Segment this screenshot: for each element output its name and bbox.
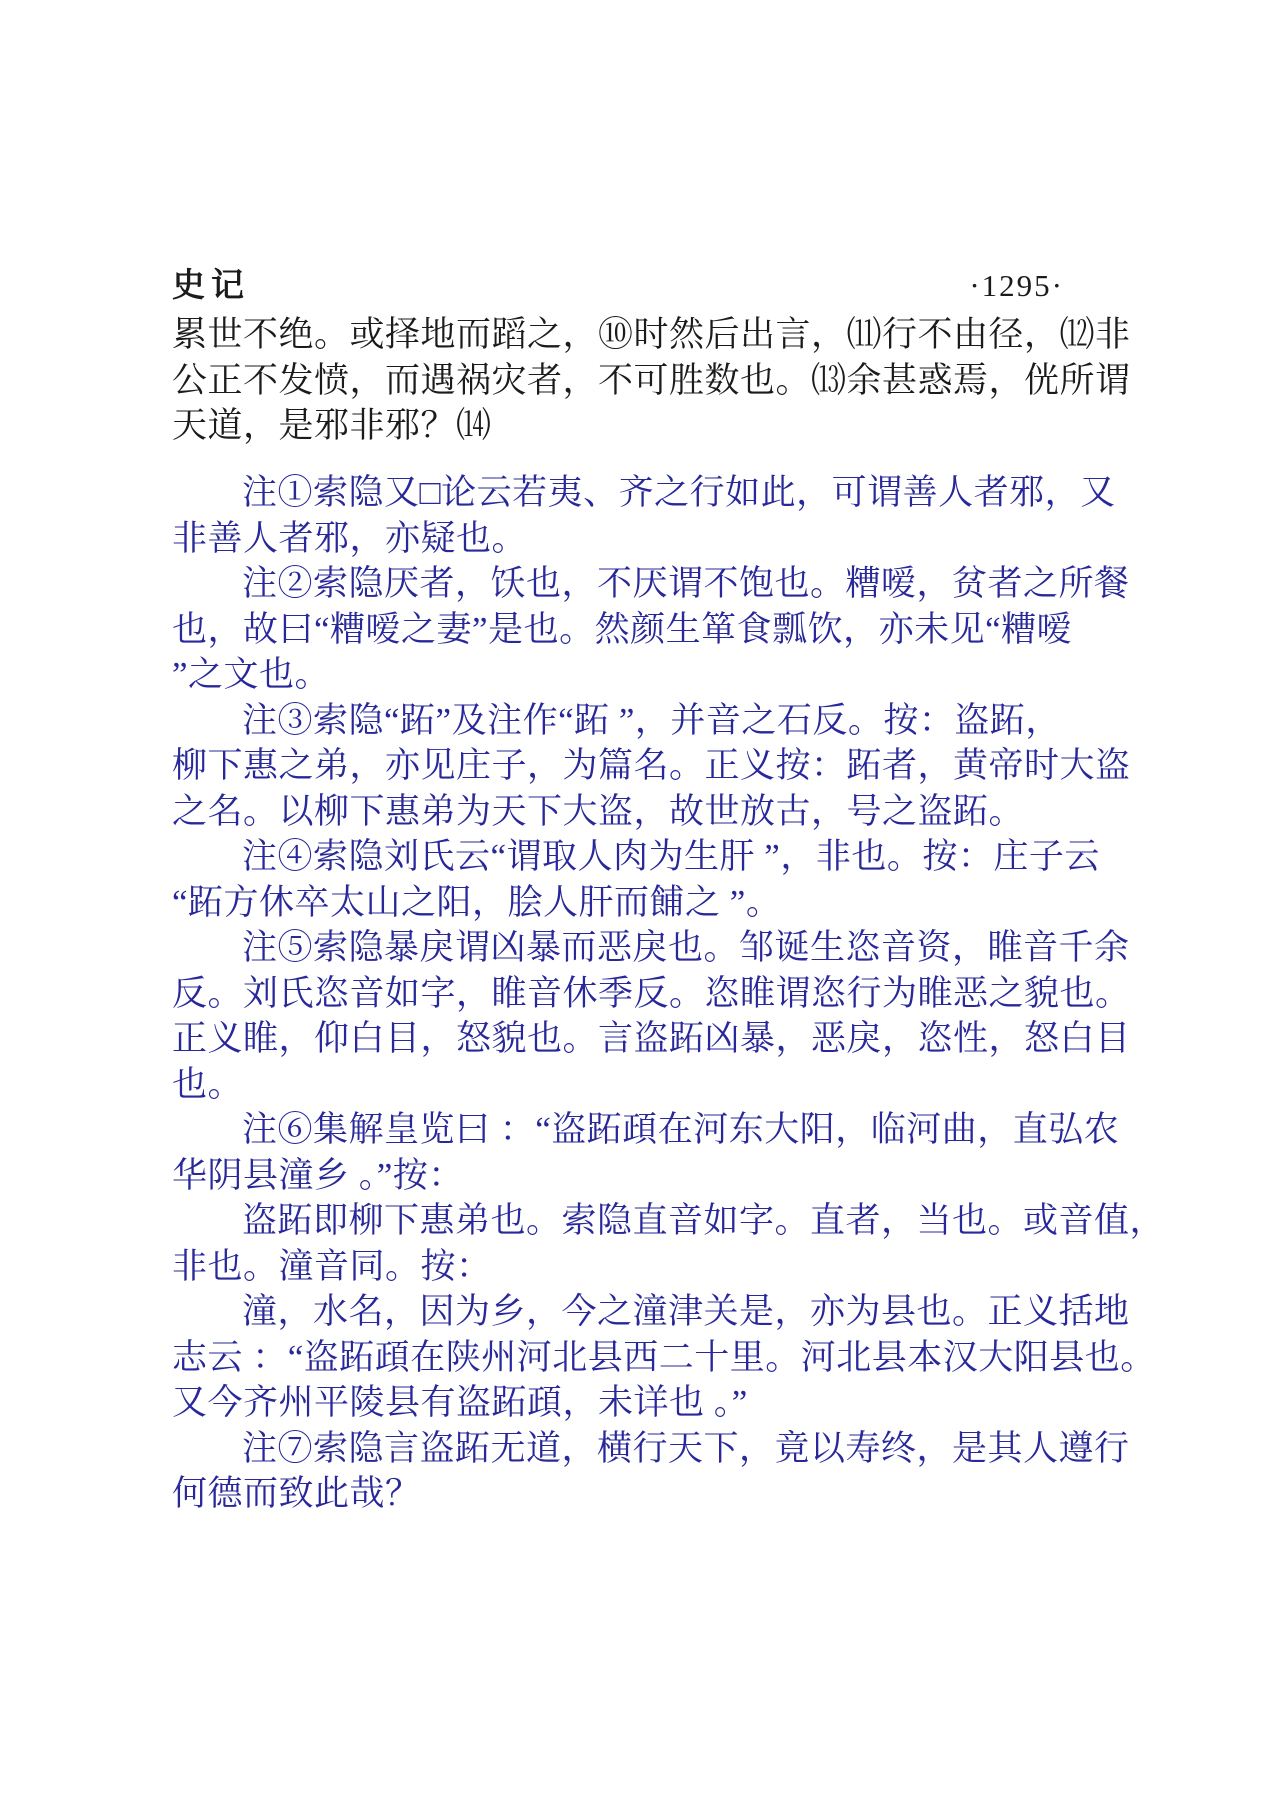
note-line: 志云 ：“盗跖頙在陕州河北县西二十里。河北县本汉大阳县也。: [172, 1337, 1156, 1377]
note-line: 何德而致此哉？: [172, 1474, 421, 1513]
note-line: 非也。潼音同。按：: [172, 1246, 492, 1286]
note-line: 注④索隐刘氏云“谓取人肉为生肝 ”，非也。按：庄子云: [242, 837, 1100, 876]
note-line: 华阴县潼乡 。”按：: [172, 1155, 464, 1195]
note-line: 也，故曰“糟嗳之妻”是也。然颜生箪食瓢饮，亦未见“糟嗳: [172, 609, 1073, 649]
text-line: 天道，是邪非邪？⒁: [172, 406, 492, 445]
note-line: 注⑦索隐言盗跖无道，横行天下，竟以寿终，是其人遵行: [242, 1428, 1130, 1468]
note-line: 注③索隐“跖”及注作“跖 ”，并音之石反。按：盗跖，: [242, 700, 1061, 740]
note-line: 反。刘氏恣音如字，睢音休季反。恣睢谓恣行为睢恶之貌也。: [172, 973, 1131, 1013]
text-line: 累世不绝。或择地而蹈之，⑩时然后出言，⑾行不由径，⑿非: [172, 315, 1131, 354]
note-line: 又今齐州平陵县有盗跖頙，未详也 。”: [172, 1383, 748, 1422]
page-header: [172, 268, 1064, 304]
text-line: 公正不发愤，而遇祸灾者，不可胜数也。⒀余甚惑焉，侊所谓: [172, 360, 1131, 400]
note-line: 注⑥集解皇览曰 ：“盗跖頙在河东大阳，临河曲，直弘农: [242, 1110, 1120, 1149]
annotations-section: [172, 470, 1166, 1517]
note-line: 注①索隐又□论云若夷、齐之行如此，可谓善人者邪，又: [242, 473, 1116, 512]
book-title: 史记: [172, 268, 250, 304]
note-line: 正义睢，仰白目，怒貌也。言盗跖凶暴，恶戾，恣性，怒白目: [172, 1019, 1131, 1058]
note-line: 柳下惠之弟，亦见庄子，为篇名。正义按：跖者，黄帝时大盗: [172, 746, 1131, 785]
note-line: 非善人者邪，亦疑也。: [172, 518, 528, 558]
note-line: 潼，水名，因为乡，今之潼津关是，亦为县也。正义括地: [242, 1292, 1130, 1331]
page-number: ·1295·: [969, 268, 1064, 303]
main-paragraph: [172, 312, 1132, 449]
note-line: ”之文也。: [172, 655, 331, 694]
note-line: “跖方休卒太山之阳，脍人肝而餔之 ”。: [172, 882, 782, 922]
note-line: 盗跖即柳下惠弟也。索隐直音如字。直者，当也。或音值，: [242, 1201, 1166, 1240]
note-line: 注⑤索隐暴戾谓凶暴而恶戾也。邹诞生恣音资，睢音千余: [242, 928, 1130, 967]
note-line: 注②索隐厌者，饫也，不厌谓不饱也。糟嗳，贫者之所餐: [242, 564, 1130, 603]
note-line: 之名。以柳下惠弟为天下大盗，故世放古，号之盗跖。: [172, 791, 1025, 831]
note-line: 也。: [172, 1064, 244, 1104]
